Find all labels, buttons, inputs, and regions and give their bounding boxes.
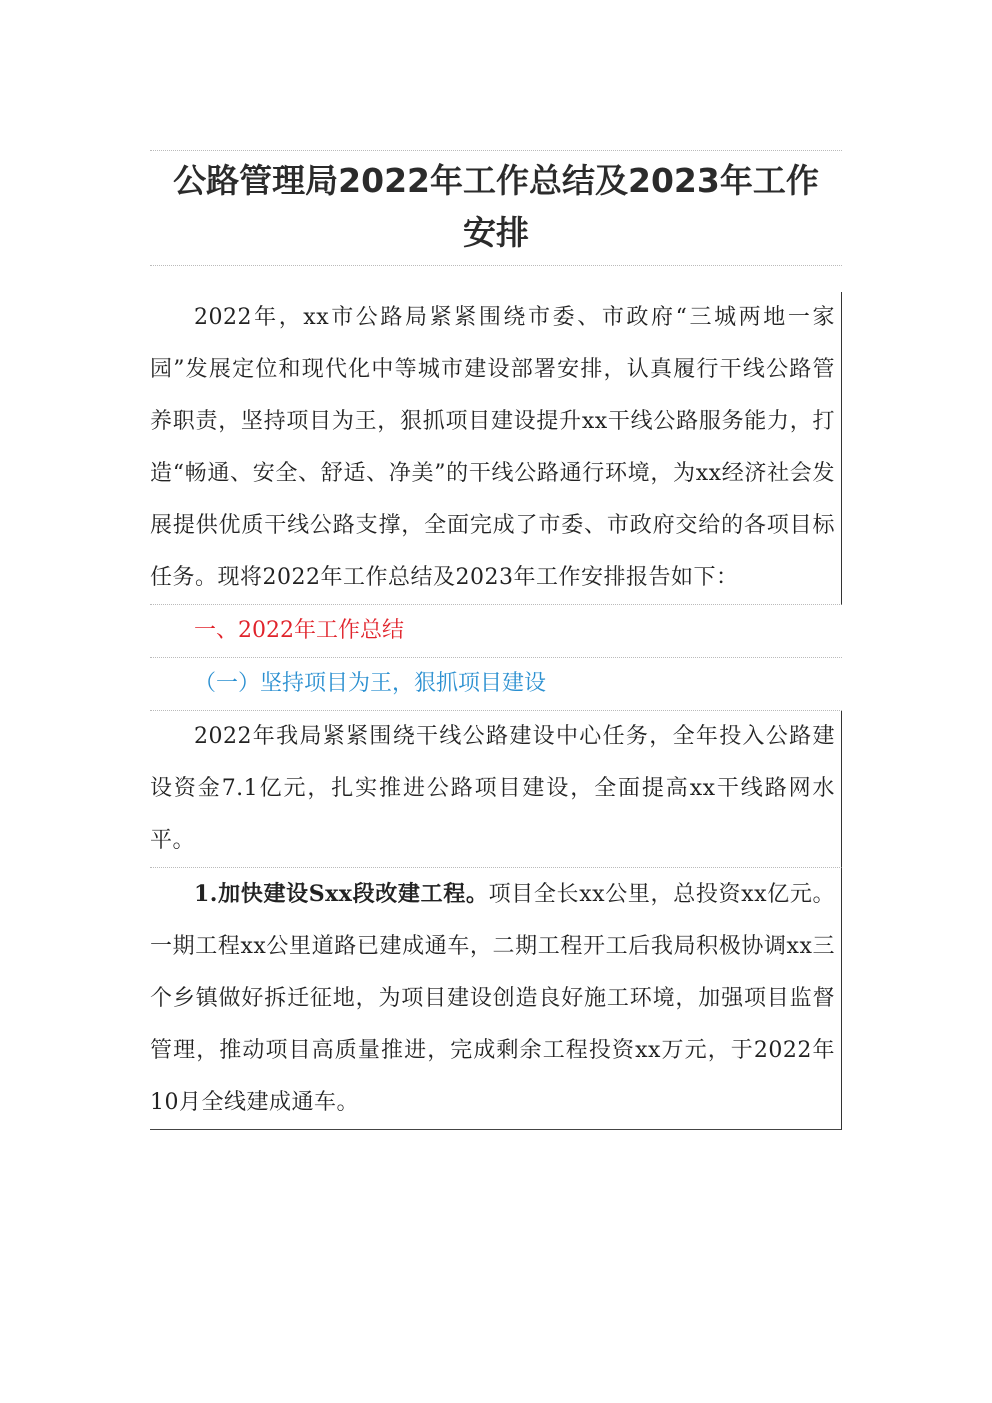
- document-page: [150, 150, 842, 1130]
- item-1-body: 项目全长xx公里，总投资xx亿元。一期工程xx公里道路已建成通车，二期工程开工后我局积极协调xx三个乡镇做好拆迁征地，为项目建设创造良好施工环境，加强项目监督管理，推动项目高质量推进，完成剩余工程投资xx万元，于2022年10月全线建成通车。: [150, 882, 835, 1115]
- title-line-2: 安排: [463, 213, 529, 252]
- section-heading: 一、2022年工作总结: [150, 605, 842, 658]
- item-1-lead: 1.加快建设Sxx段改建工程。: [194, 881, 489, 907]
- document-title: [150, 155, 842, 266]
- investment-paragraph: 2022年我局紧紧围绕干线公路建设中心任务，全年投入公路建设资金7.1亿元，扎实推进公路项目建设，全面提高xx干线路网水平。: [150, 711, 842, 868]
- title-line-1: 公路管理局2022年工作总结及2023年工作: [173, 161, 819, 200]
- subsection-heading: （一）坚持项目为王，狠抓项目建设: [150, 658, 842, 711]
- item-1-paragraph: [150, 868, 842, 1130]
- top-divider: [150, 150, 842, 151]
- intro-paragraph: 2022年，xx市公路局紧紧围绕市委、市政府“三城两地一家园”发展定位和现代化中等城市建设部署安排，认真履行干线公路管养职责，坚持项目为王，狠抓项目建设提升xx干线公路服务能力，打造“畅通、安全、舒适、净美”的干线公路通行环境，为xx经济社会发展提供优质干线公路支撑，全面完成了市委、市政府交给的各项目标任务。现将2022年工作总结及2023年工作安排报告如下：: [150, 292, 842, 605]
